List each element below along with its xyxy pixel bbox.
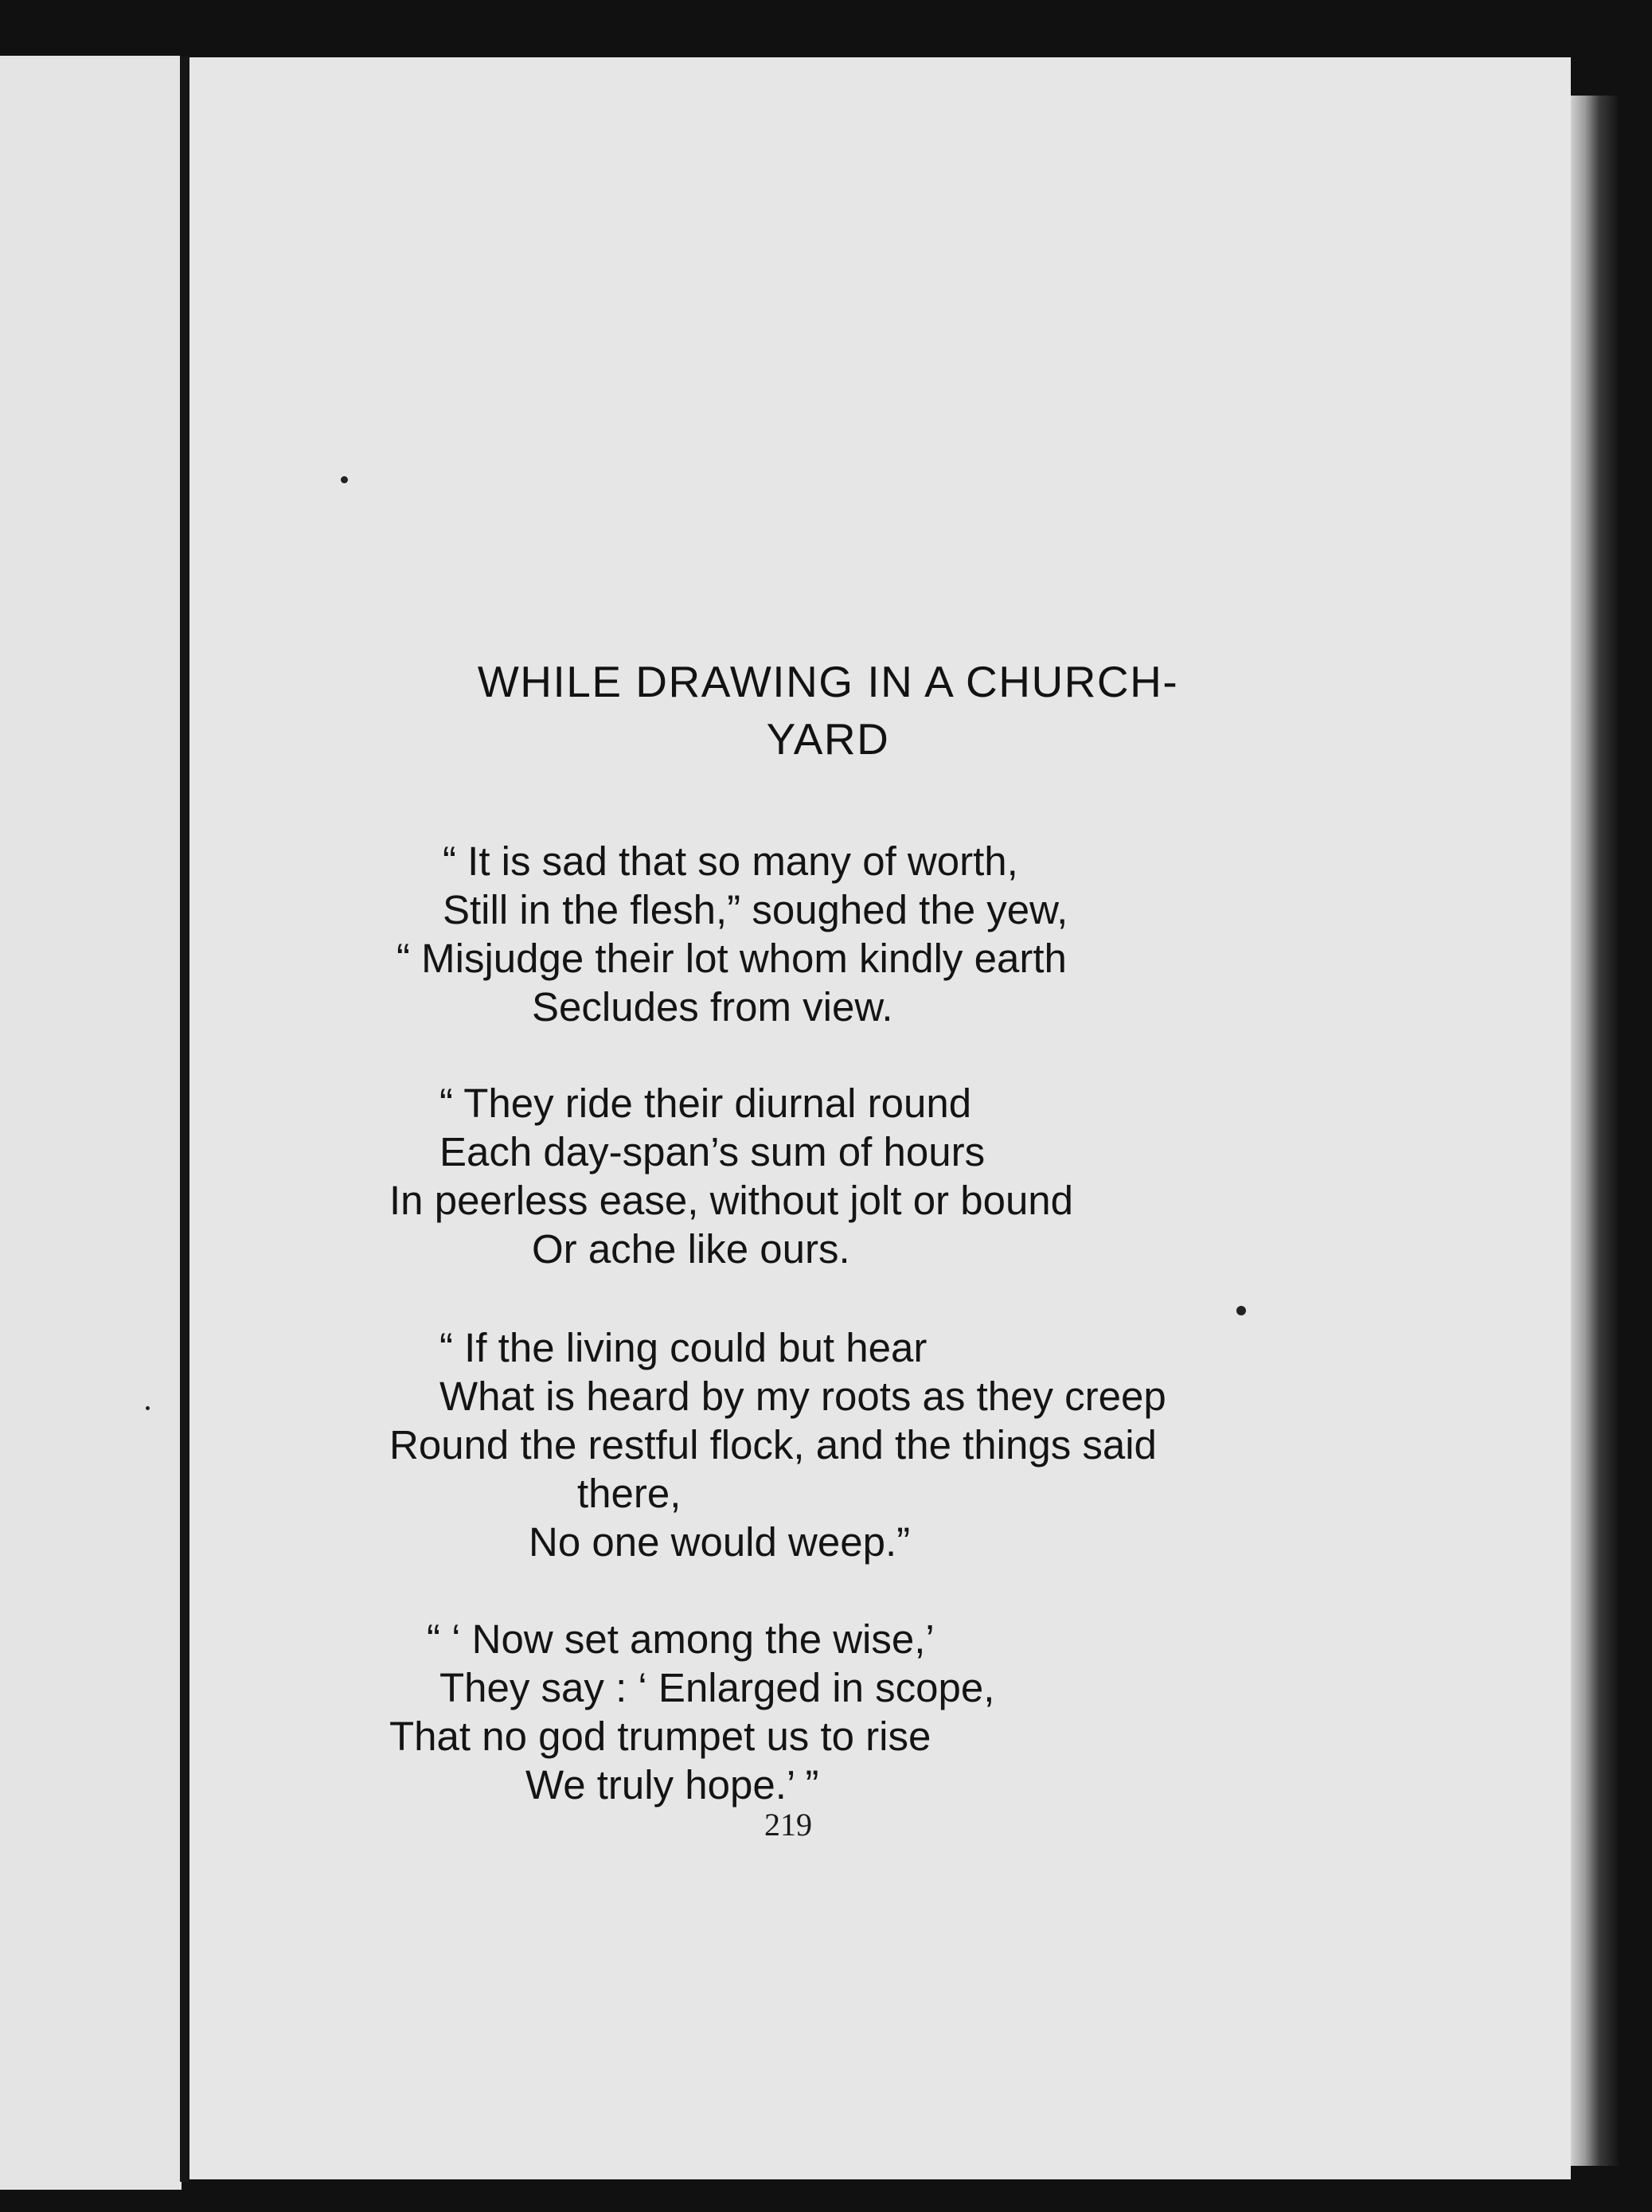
verse-line: Round the restful flock, and the things said [389,1422,1157,1468]
verse-line: That no god trumpet us to rise [389,1714,931,1759]
book-gutter [180,56,189,2182]
verse-line: “ They ride their diurnal round [439,1081,972,1126]
verse-line: No one would weep.” [529,1519,911,1565]
ink-speck [1236,1306,1246,1315]
previous-page-strip [0,56,182,2190]
page-number: 219 [764,1807,812,1843]
poem-title-line-1: WHILE DRAWING IN A CHURCH- [477,657,1179,706]
verse-line: What is heard by my roots as they creep [439,1374,1166,1419]
verse-line: Secludes from view. [532,984,893,1030]
verse-line: Each day-span’s sum of hours [439,1129,986,1174]
verse-line: “ If the living could but hear [439,1325,928,1370]
verse-line: there, [577,1471,681,1516]
poem-title [366,653,1290,768]
verse-line: Or ache like ours. [532,1226,850,1272]
verse-line: We truly hope.’ ” [525,1762,819,1808]
poem-title-line-2: YARD [766,714,890,764]
verse-line: They say : ‘ Enlarged in scope, [439,1665,995,1710]
verse-line: Still in the flesh,” soughed the yew, [443,887,1068,932]
verse-line: “ Misjudge their lot whom kindly earth [396,936,1067,981]
verse-line: “ It is sad that so many of worth, [443,838,1018,884]
page-edge-shadow [1571,96,1619,2166]
verse-line: In peerless ease, without jolt or bound [389,1178,1074,1223]
verse-line: “ ‘ Now set among the wise,’ [427,1616,935,1662]
ink-speck [146,1406,150,1410]
ink-speck [341,476,348,483]
